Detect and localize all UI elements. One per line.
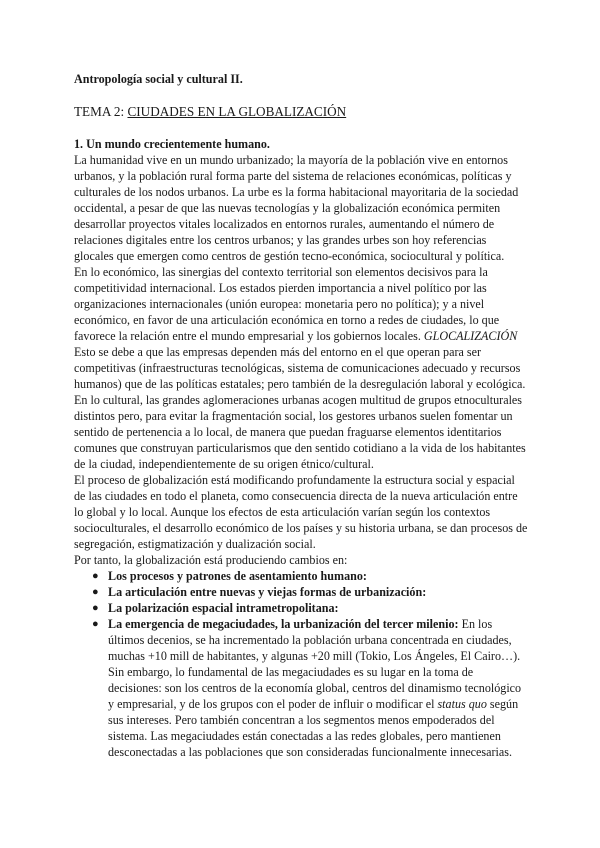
list-item: [74, 600, 526, 616]
topic-number: TEMA 2:: [74, 104, 128, 119]
text-line: Sin embargo, lo fundamental de las megaciudades es su lugar en la toma de: [108, 665, 474, 679]
text-line: humanos) que de las políticas estatales; pero también de la desregulación laboral y ecológica.: [74, 377, 526, 391]
text-line: Por tanto, la globalización está produciendo cambios en:: [74, 553, 348, 567]
text-line: [108, 696, 526, 712]
text-line: [74, 328, 526, 344]
list-item: [74, 584, 526, 600]
text-line: urbanos, y la población rural forma parte del sistema de relaciones económicas, políticas y: [74, 169, 512, 183]
paragraph-cultural: [74, 392, 526, 472]
list-item-text: La articulación entre nuevas y viejas formas de urbanización:: [108, 585, 427, 599]
text-run: y empresarial, y de los grupos con el poder de influir o modificar el: [108, 697, 438, 711]
text-line: La humanidad vive en un mundo urbanizado; la mayoría de la población vive en entornos: [74, 153, 508, 167]
text-line: sentido de pertenencia a lo local, de manera que puedan fraguarse elementos identitarios: [74, 425, 502, 439]
paragraph-economic: [74, 264, 526, 344]
list-item: [74, 568, 526, 584]
text-line: occidental, a pesar de que las nuevas tecnologías y la globalización económica permiten: [74, 201, 501, 215]
text-run: En los: [458, 617, 493, 631]
text-line: Esto se debe a que las empresas dependen más del entorno en el que operan para ser: [74, 345, 481, 359]
text-line: últimos decenios, se ha incrementado la población urbana concentrada en ciudades,: [108, 633, 512, 647]
bullet-icon: ●: [92, 602, 99, 614]
status-quo-term: status quo: [437, 697, 487, 711]
text-run: favorece la relación entre el mundo empresarial y los gobiernos locales.: [74, 329, 424, 343]
text-line: decisiones: son los centros de la economía global, centros del dinamismo tecnológico: [108, 681, 522, 695]
text-run: según: [486, 697, 519, 711]
text-line: En lo económico, las sinergias del contexto territorial son elementos decisivos para la: [74, 265, 488, 279]
topic-heading: [74, 104, 346, 120]
text-line: segregación, estigmatización y dualización social.: [74, 537, 316, 551]
topic-title: CIUDADES EN LA GLOBALIZACIÓN: [127, 104, 347, 119]
bullet-icon: ●: [92, 570, 99, 582]
text-line: desconectadas a las poblaciones que son consideradas funcionalmente innecesarias.: [108, 745, 512, 759]
text-line: sus intereses. Pero también concentran a los segmentos menos empoderados del: [108, 713, 495, 727]
text-line: sistema. Las megaciudades están conectadas a las redes globales, pero mantienen: [108, 729, 501, 743]
text-line: relaciones digitales entre los centros urbanos; y las grandes urbes son hoy referencias: [74, 233, 487, 247]
text-line: socioculturales, el desarrollo económico de los países y su historia urbana, se dan procesos de: [74, 521, 528, 535]
course-title: Antropología social y cultural II.: [74, 72, 243, 86]
changes-list: [74, 568, 526, 760]
paragraph-companies: [74, 344, 526, 392]
text-line: desarrollar proyectos vitales localizados en entornos rurales, aumentando el número de: [74, 217, 495, 231]
text-line: económico, en favor de una articulación económica en torno a redes de ciudades, lo que: [74, 313, 500, 327]
bullet-icon: ●: [92, 586, 99, 598]
list-item-megacities: [74, 616, 526, 760]
text-line: En lo cultural, las grandes aglomeraciones urbanas acogen multitud de grupos etnoculturales: [74, 393, 523, 407]
text-line: competitividad internacional. Los estados pierden importancia a nivel político por las: [74, 281, 487, 295]
list-item-heading: La emergencia de megaciudades, la urbanización del tercer milenio:: [108, 617, 459, 631]
text-line: [108, 616, 526, 632]
text-line: competitivas (infraestructuras tecnológicas, sistema de comunicaciones adecuado y recursos: [74, 361, 521, 375]
text-line: lo global y lo local. Aunque los efectos de esta articulación varían según los contextos: [74, 505, 491, 519]
text-line: El proceso de globalización está modificando profundamente la estructura social y espacial: [74, 473, 515, 487]
text-line: muchas +10 mill de habitantes, y algunas +20 mill (Tokio, Los Ángeles, El Cairo…).: [108, 649, 521, 663]
document-body: [74, 136, 526, 760]
section-heading: 1. Un mundo crecientemente humano.: [74, 137, 270, 151]
text-line: distintos pero, para evitar la fragmentación social, los gestores urbanos suelen fomentar un: [74, 409, 513, 423]
bullet-icon: ●: [92, 618, 99, 630]
glocalization-term: GLOCALIZACIÓN: [423, 329, 518, 343]
text-line: de las ciudades en todo el planeta, como consecuencia directa de la nueva articulación entre: [74, 489, 518, 503]
text-line: de la ciudad, independientemente de su origen étnico/cultural.: [74, 457, 374, 471]
text-line: organizaciones internacionales (unión europea: monetaria pero no política); y a nivel: [74, 297, 485, 311]
text-line: culturales de los nodos urbanos. La urbe es la forma habitacional mayoritaria de la sociedad: [74, 185, 519, 199]
paragraph-urbanized-world: [74, 152, 526, 264]
text-line: comunes que construyan particularismos que den sentido cotidiano a la vida de los habitantes: [74, 441, 526, 455]
list-item-text: La polarización espacial intrametropolitana:: [108, 601, 339, 615]
paragraph-globalization-process: [74, 472, 526, 552]
text-line: glocales que emergen como centros de gestión tecno-económica, sociocultural y política.: [74, 249, 505, 263]
paragraph-changes-intro: [74, 552, 526, 568]
list-item-text: Los procesos y patrones de asentamiento humano:: [108, 569, 367, 583]
